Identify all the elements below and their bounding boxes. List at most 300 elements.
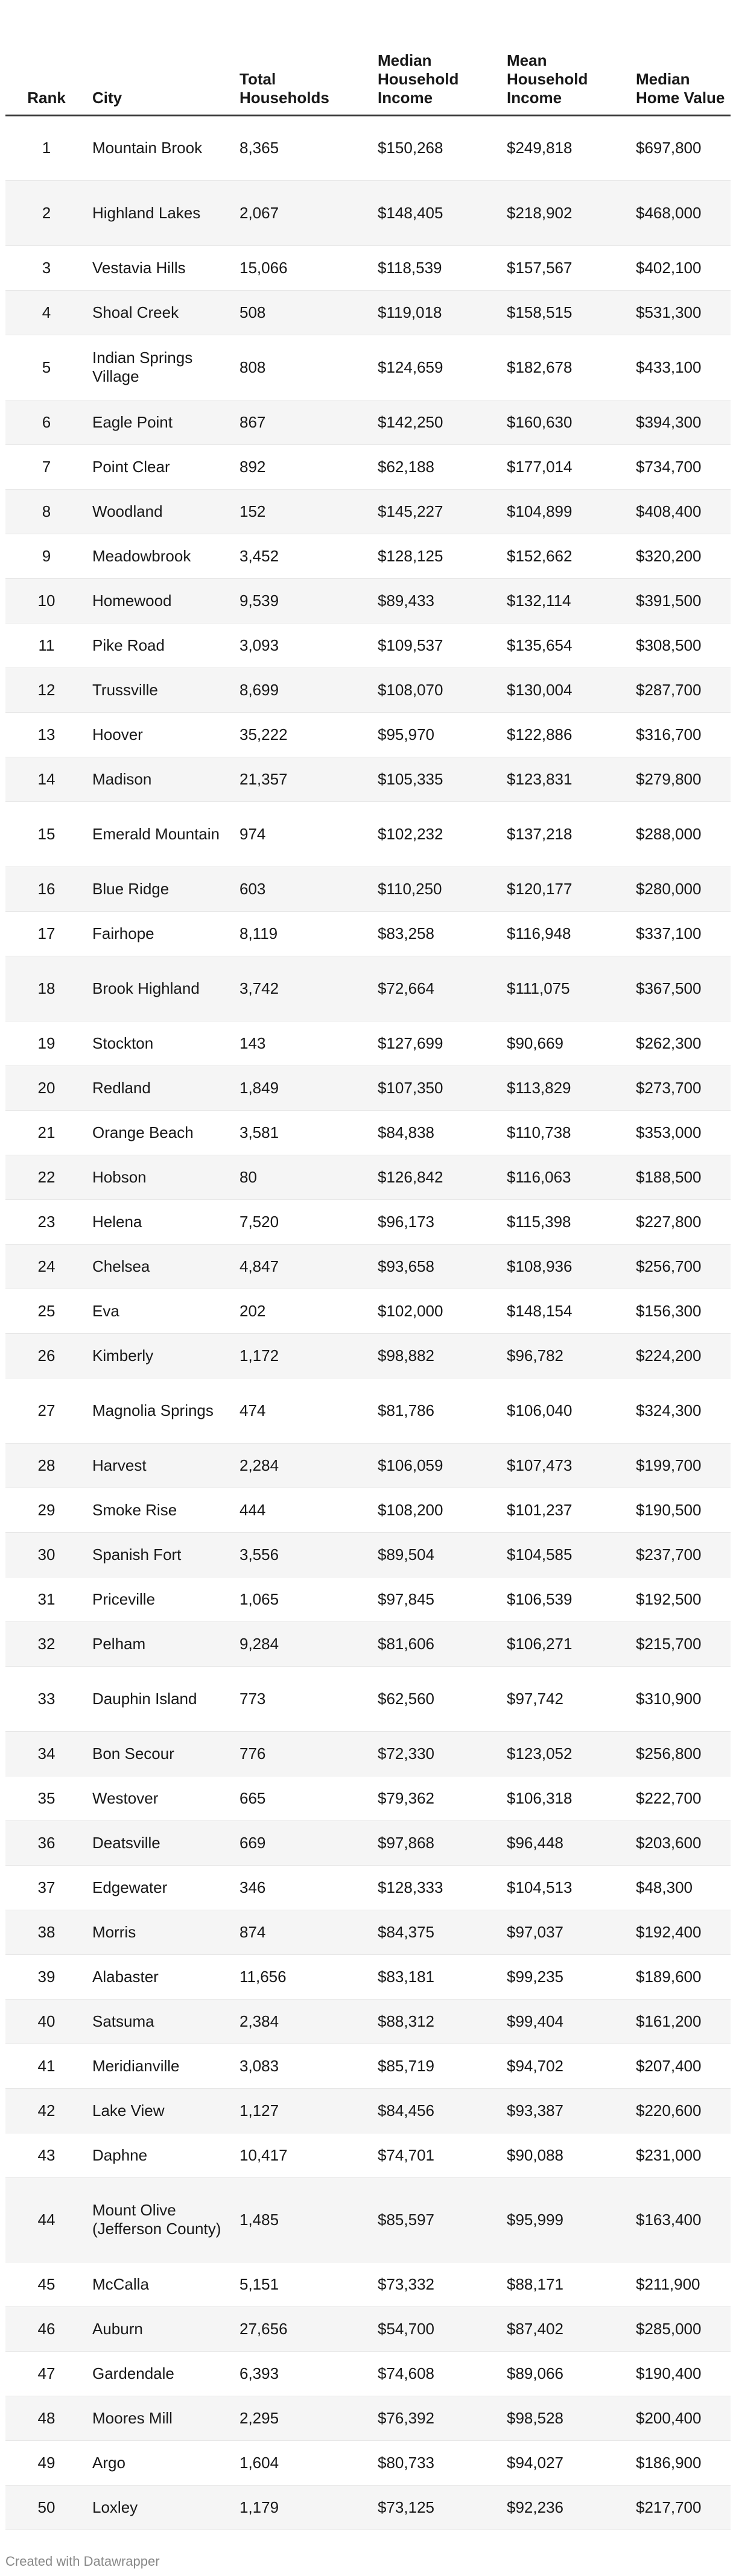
cell-median-household-income: $80,733 [373, 2440, 502, 2485]
cell-total-households: 773 [235, 1666, 373, 1731]
cell-total-households: 2,284 [235, 1443, 373, 1488]
table-row [5, 1333, 731, 1378]
cell-total-households: 776 [235, 1731, 373, 1776]
cell-median-household-income: $95,970 [373, 712, 502, 757]
cell-total-households: 974 [235, 801, 373, 867]
table-row [5, 2044, 731, 2088]
cell-median-home-value: $697,800 [631, 115, 731, 180]
cell-total-households: 1,127 [235, 2088, 373, 2133]
cell-total-households: 603 [235, 867, 373, 911]
table-row [5, 335, 731, 400]
cell-mean-household-income: $107,473 [502, 1443, 631, 1488]
cell-total-households: 80 [235, 1155, 373, 1199]
cell-median-home-value: $288,000 [631, 801, 731, 867]
cell-median-household-income: $97,868 [373, 1820, 502, 1865]
cell-total-households: 8,119 [235, 911, 373, 956]
cell-city: Dauphin Island [87, 1666, 235, 1731]
cell-mean-household-income: $132,114 [502, 578, 631, 623]
cell-rank: 11 [5, 623, 87, 668]
table-row [5, 1577, 731, 1621]
cell-city: Argo [87, 2440, 235, 2485]
cell-median-household-income: $102,232 [373, 801, 502, 867]
cell-median-household-income: $108,200 [373, 1488, 502, 1532]
table-row [5, 444, 731, 489]
table-body [5, 115, 731, 2530]
cell-median-home-value: $280,000 [631, 867, 731, 911]
cell-rank: 2 [5, 180, 87, 245]
cell-total-households: 808 [235, 335, 373, 400]
table-row [5, 2088, 731, 2133]
cell-rank: 17 [5, 911, 87, 956]
cell-city: Daphne [87, 2133, 235, 2177]
cell-city: Eagle Point [87, 400, 235, 444]
cell-median-home-value: $207,400 [631, 2044, 731, 2088]
cell-rank: 48 [5, 2396, 87, 2440]
cell-median-home-value: $273,700 [631, 1065, 731, 1110]
table-row [5, 956, 731, 1021]
table-row [5, 115, 731, 180]
cell-median-household-income: $89,504 [373, 1532, 502, 1577]
cell-rank: 27 [5, 1378, 87, 1443]
header-mean-household-income: Mean Household Income [502, 45, 631, 115]
cell-mean-household-income: $96,782 [502, 1333, 631, 1378]
cell-median-household-income: $84,456 [373, 2088, 502, 2133]
header-row [5, 45, 731, 115]
cell-city: Hoover [87, 712, 235, 757]
cell-median-home-value: $200,400 [631, 2396, 731, 2440]
cell-total-households: 9,284 [235, 1621, 373, 1666]
table-row [5, 578, 731, 623]
cell-median-home-value: $316,700 [631, 712, 731, 757]
cell-total-households: 1,065 [235, 1577, 373, 1621]
cell-total-households: 2,295 [235, 2396, 373, 2440]
cell-total-households: 3,581 [235, 1110, 373, 1155]
cell-mean-household-income: $177,014 [502, 444, 631, 489]
cell-median-home-value: $468,000 [631, 180, 731, 245]
cell-median-household-income: $118,539 [373, 245, 502, 290]
cell-median-home-value: $220,600 [631, 2088, 731, 2133]
cell-median-home-value: $408,400 [631, 489, 731, 534]
table-row [5, 2262, 731, 2306]
cell-city: Satsuma [87, 1999, 235, 2044]
cell-median-household-income: $62,560 [373, 1666, 502, 1731]
cell-mean-household-income: $88,171 [502, 2262, 631, 2306]
cell-total-households: 27,656 [235, 2306, 373, 2351]
cell-city: Point Clear [87, 444, 235, 489]
cell-mean-household-income: $116,063 [502, 1155, 631, 1199]
cell-rank: 21 [5, 1110, 87, 1155]
cell-median-home-value: $531,300 [631, 290, 731, 335]
cell-rank: 14 [5, 757, 87, 801]
cell-rank: 40 [5, 1999, 87, 2044]
cell-median-household-income: $84,375 [373, 1910, 502, 1954]
cell-median-home-value: $308,500 [631, 623, 731, 668]
table-row [5, 1910, 731, 1954]
cell-median-home-value: $285,000 [631, 2306, 731, 2351]
cell-median-household-income: $142,250 [373, 400, 502, 444]
cell-mean-household-income: $104,513 [502, 1865, 631, 1910]
cell-median-home-value: $189,600 [631, 1954, 731, 1999]
cell-total-households: 1,604 [235, 2440, 373, 2485]
cell-median-household-income: $88,312 [373, 1999, 502, 2044]
cell-city: Highland Lakes [87, 180, 235, 245]
table-row [5, 489, 731, 534]
cell-city: Fairhope [87, 911, 235, 956]
cell-mean-household-income: $90,088 [502, 2133, 631, 2177]
cell-total-households: 143 [235, 1021, 373, 1065]
cell-mean-household-income: $106,271 [502, 1621, 631, 1666]
cell-median-home-value: $217,700 [631, 2485, 731, 2530]
cell-city: Edgewater [87, 1865, 235, 1910]
cell-mean-household-income: $152,662 [502, 534, 631, 578]
table-row [5, 1954, 731, 1999]
cell-rank: 38 [5, 1910, 87, 1954]
cell-city: Helena [87, 1199, 235, 1244]
cell-mean-household-income: $182,678 [502, 335, 631, 400]
cell-rank: 35 [5, 1776, 87, 1820]
cell-mean-household-income: $249,818 [502, 115, 631, 180]
cell-city: Hobson [87, 1155, 235, 1199]
cell-rank: 3 [5, 245, 87, 290]
cell-mean-household-income: $98,528 [502, 2396, 631, 2440]
cell-city: Smoke Rise [87, 1488, 235, 1532]
cell-rank: 29 [5, 1488, 87, 1532]
cell-median-home-value: $310,900 [631, 1666, 731, 1731]
cell-median-home-value: $287,700 [631, 668, 731, 712]
cell-total-households: 892 [235, 444, 373, 489]
cell-mean-household-income: $101,237 [502, 1488, 631, 1532]
cell-rank: 9 [5, 534, 87, 578]
cell-rank: 42 [5, 2088, 87, 2133]
cell-mean-household-income: $92,236 [502, 2485, 631, 2530]
cell-total-households: 152 [235, 489, 373, 534]
cell-median-household-income: $148,405 [373, 180, 502, 245]
cell-median-household-income: $74,608 [373, 2351, 502, 2396]
table-row [5, 1666, 731, 1731]
cell-median-home-value: $353,000 [631, 1110, 731, 1155]
table-row [5, 1289, 731, 1333]
cell-rank: 16 [5, 867, 87, 911]
cell-total-households: 8,699 [235, 668, 373, 712]
table-row [5, 623, 731, 668]
cell-total-households: 5,151 [235, 2262, 373, 2306]
table-row [5, 801, 731, 867]
cell-median-household-income: $54,700 [373, 2306, 502, 2351]
cell-mean-household-income: $218,902 [502, 180, 631, 245]
cell-total-households: 10,417 [235, 2133, 373, 2177]
cell-total-households: 7,520 [235, 1199, 373, 1244]
table-row [5, 1110, 731, 1155]
cell-rank: 44 [5, 2177, 87, 2262]
cell-median-household-income: $79,362 [373, 1776, 502, 1820]
cell-median-home-value: $190,500 [631, 1488, 731, 1532]
cell-median-home-value: $337,100 [631, 911, 731, 956]
cell-rank: 49 [5, 2440, 87, 2485]
cell-median-household-income: $98,882 [373, 1333, 502, 1378]
cell-total-households: 4,847 [235, 1244, 373, 1289]
cell-median-home-value: $256,800 [631, 1731, 731, 1776]
cell-mean-household-income: $94,027 [502, 2440, 631, 2485]
cell-mean-household-income: $94,702 [502, 2044, 631, 2088]
cell-total-households: 669 [235, 1820, 373, 1865]
cell-median-home-value: $211,900 [631, 2262, 731, 2306]
cell-total-households: 874 [235, 1910, 373, 1954]
cell-rank: 36 [5, 1820, 87, 1865]
cell-city: Westover [87, 1776, 235, 1820]
cell-median-household-income: $128,125 [373, 534, 502, 578]
cell-mean-household-income: $122,886 [502, 712, 631, 757]
table-row [5, 2440, 731, 2485]
cell-city: Vestavia Hills [87, 245, 235, 290]
cell-city: Spanish Fort [87, 1532, 235, 1577]
cell-total-households: 3,742 [235, 956, 373, 1021]
cell-median-household-income: $72,664 [373, 956, 502, 1021]
table-row [5, 1443, 731, 1488]
cell-city: Harvest [87, 1443, 235, 1488]
table-row [5, 668, 731, 712]
cell-rank: 30 [5, 1532, 87, 1577]
cell-city: Auburn [87, 2306, 235, 2351]
cell-median-home-value: $231,000 [631, 2133, 731, 2177]
cell-mean-household-income: $130,004 [502, 668, 631, 712]
cell-median-home-value: $320,200 [631, 534, 731, 578]
cell-rank: 34 [5, 1731, 87, 1776]
cell-median-home-value: $262,300 [631, 1021, 731, 1065]
cell-rank: 43 [5, 2133, 87, 2177]
cell-total-households: 15,066 [235, 245, 373, 290]
cell-total-households: 867 [235, 400, 373, 444]
cell-mean-household-income: $89,066 [502, 2351, 631, 2396]
cell-median-home-value: $215,700 [631, 1621, 731, 1666]
cell-median-home-value: $324,300 [631, 1378, 731, 1443]
cell-median-household-income: $102,000 [373, 1289, 502, 1333]
table-row [5, 1244, 731, 1289]
cell-mean-household-income: $110,738 [502, 1110, 631, 1155]
cell-median-household-income: $73,332 [373, 2262, 502, 2306]
cell-city: Trussville [87, 668, 235, 712]
cell-median-household-income: $109,537 [373, 623, 502, 668]
cell-median-household-income: $81,606 [373, 1621, 502, 1666]
table-row [5, 1021, 731, 1065]
cell-median-household-income: $89,433 [373, 578, 502, 623]
cell-city: Mount Olive (Jefferson County) [87, 2177, 235, 2262]
cell-total-households: 8,365 [235, 115, 373, 180]
cell-city: Alabaster [87, 1954, 235, 1999]
cell-median-home-value: $237,700 [631, 1532, 731, 1577]
table-row [5, 1199, 731, 1244]
cell-median-household-income: $83,181 [373, 1954, 502, 1999]
header-median-home-value: Median Home Value [631, 45, 731, 115]
cell-city: Pike Road [87, 623, 235, 668]
cell-city: Loxley [87, 2485, 235, 2530]
cell-city: Magnolia Springs [87, 1378, 235, 1443]
table-row [5, 534, 731, 578]
cell-median-home-value: $734,700 [631, 444, 731, 489]
cell-total-households: 474 [235, 1378, 373, 1443]
cell-city: Deatsville [87, 1820, 235, 1865]
cell-median-household-income: $128,333 [373, 1865, 502, 1910]
cell-median-home-value: $367,500 [631, 956, 731, 1021]
cell-mean-household-income: $135,654 [502, 623, 631, 668]
cell-median-home-value: $161,200 [631, 1999, 731, 2044]
table-row [5, 911, 731, 956]
cell-rank: 13 [5, 712, 87, 757]
cell-mean-household-income: $111,075 [502, 956, 631, 1021]
cell-mean-household-income: $95,999 [502, 2177, 631, 2262]
cell-total-households: 35,222 [235, 712, 373, 757]
cell-city: Chelsea [87, 1244, 235, 1289]
cell-mean-household-income: $160,630 [502, 400, 631, 444]
cell-median-household-income: $126,842 [373, 1155, 502, 1199]
table-row [5, 1820, 731, 1865]
table-row [5, 180, 731, 245]
table-row [5, 2133, 731, 2177]
cell-total-households: 9,539 [235, 578, 373, 623]
cell-median-home-value: $227,800 [631, 1199, 731, 1244]
cell-median-household-income: $74,701 [373, 2133, 502, 2177]
cell-mean-household-income: $99,404 [502, 1999, 631, 2044]
cell-rank: 5 [5, 335, 87, 400]
cell-total-households: 508 [235, 290, 373, 335]
table-row [5, 290, 731, 335]
cell-rank: 1 [5, 115, 87, 180]
cell-rank: 10 [5, 578, 87, 623]
cell-total-households: 444 [235, 1488, 373, 1532]
cell-median-home-value: $391,500 [631, 578, 731, 623]
cell-city: Shoal Creek [87, 290, 235, 335]
cell-city: Lake View [87, 2088, 235, 2133]
table-row [5, 2306, 731, 2351]
table-row [5, 1532, 731, 1577]
cell-rank: 25 [5, 1289, 87, 1333]
cell-rank: 32 [5, 1621, 87, 1666]
table-row [5, 2351, 731, 2396]
cell-mean-household-income: $137,218 [502, 801, 631, 867]
cell-median-household-income: $106,059 [373, 1443, 502, 1488]
header-median-household-income: Median Household Income [373, 45, 502, 115]
cell-city: Bon Secour [87, 1731, 235, 1776]
cell-total-households: 11,656 [235, 1954, 373, 1999]
header-city: City [87, 45, 235, 115]
cell-mean-household-income: $104,899 [502, 489, 631, 534]
cell-total-households: 2,384 [235, 1999, 373, 2044]
cell-median-household-income: $62,188 [373, 444, 502, 489]
cell-rank: 12 [5, 668, 87, 712]
table-row [5, 1999, 731, 2044]
cell-city: Orange Beach [87, 1110, 235, 1155]
cell-total-households: 2,067 [235, 180, 373, 245]
cell-rank: 47 [5, 2351, 87, 2396]
table-row [5, 1065, 731, 1110]
cell-total-households: 6,393 [235, 2351, 373, 2396]
table-row [5, 2396, 731, 2440]
cell-mean-household-income: $106,040 [502, 1378, 631, 1443]
cell-median-household-income: $105,335 [373, 757, 502, 801]
cell-mean-household-income: $120,177 [502, 867, 631, 911]
cell-city: Madison [87, 757, 235, 801]
cell-mean-household-income: $158,515 [502, 290, 631, 335]
cell-median-home-value: $203,600 [631, 1820, 731, 1865]
cell-median-home-value: $192,500 [631, 1577, 731, 1621]
cell-median-home-value: $256,700 [631, 1244, 731, 1289]
table-row [5, 245, 731, 290]
table-row [5, 1155, 731, 1199]
cell-median-household-income: $76,392 [373, 2396, 502, 2440]
cell-mean-household-income: $106,318 [502, 1776, 631, 1820]
cell-total-households: 1,849 [235, 1065, 373, 1110]
cell-median-household-income: $97,845 [373, 1577, 502, 1621]
cell-mean-household-income: $99,235 [502, 1954, 631, 1999]
cell-median-home-value: $402,100 [631, 245, 731, 290]
table-header [5, 45, 731, 115]
cell-rank: 6 [5, 400, 87, 444]
cell-city: Blue Ridge [87, 867, 235, 911]
table-row [5, 1865, 731, 1910]
cell-median-household-income: $84,838 [373, 1110, 502, 1155]
cell-median-home-value: $222,700 [631, 1776, 731, 1820]
cell-rank: 50 [5, 2485, 87, 2530]
cell-median-home-value: $224,200 [631, 1333, 731, 1378]
data-table [5, 45, 731, 2530]
cell-median-household-income: $85,597 [373, 2177, 502, 2262]
cell-median-home-value: $279,800 [631, 757, 731, 801]
cell-mean-household-income: $116,948 [502, 911, 631, 956]
cell-median-household-income: $119,018 [373, 290, 502, 335]
cell-median-household-income: $127,699 [373, 1021, 502, 1065]
table-row [5, 712, 731, 757]
cell-rank: 8 [5, 489, 87, 534]
cell-city: Redland [87, 1065, 235, 1110]
cell-mean-household-income: $106,539 [502, 1577, 631, 1621]
cell-median-household-income: $73,125 [373, 2485, 502, 2530]
cell-rank: 46 [5, 2306, 87, 2351]
cell-median-household-income: $145,227 [373, 489, 502, 534]
cell-city: Priceville [87, 1577, 235, 1621]
cell-mean-household-income: $90,669 [502, 1021, 631, 1065]
table-row [5, 867, 731, 911]
cell-median-home-value: $186,900 [631, 2440, 731, 2485]
cell-median-home-value: $163,400 [631, 2177, 731, 2262]
cell-median-home-value: $156,300 [631, 1289, 731, 1333]
cell-mean-household-income: $97,037 [502, 1910, 631, 1954]
cell-rank: 23 [5, 1199, 87, 1244]
cell-city: Indian Springs Village [87, 335, 235, 400]
cell-median-household-income: $110,250 [373, 867, 502, 911]
cell-city: Homewood [87, 578, 235, 623]
cell-city: McCalla [87, 2262, 235, 2306]
cell-mean-household-income: $148,154 [502, 1289, 631, 1333]
cell-city: Pelham [87, 1621, 235, 1666]
cell-total-households: 21,357 [235, 757, 373, 801]
cell-median-household-income: $83,258 [373, 911, 502, 956]
cell-city: Meridianville [87, 2044, 235, 2088]
cell-rank: 28 [5, 1443, 87, 1488]
cell-rank: 15 [5, 801, 87, 867]
cell-median-household-income: $81,786 [373, 1378, 502, 1443]
cell-mean-household-income: $157,567 [502, 245, 631, 290]
cell-mean-household-income: $108,936 [502, 1244, 631, 1289]
cell-median-household-income: $96,173 [373, 1199, 502, 1244]
cell-rank: 31 [5, 1577, 87, 1621]
cell-city: Brook Highland [87, 956, 235, 1021]
table-row [5, 2177, 731, 2262]
cell-rank: 41 [5, 2044, 87, 2088]
cell-city: Emerald Mountain [87, 801, 235, 867]
cell-city: Eva [87, 1289, 235, 1333]
header-rank: Rank [5, 45, 87, 115]
cell-median-household-income: $72,330 [373, 1731, 502, 1776]
cell-total-households: 1,485 [235, 2177, 373, 2262]
